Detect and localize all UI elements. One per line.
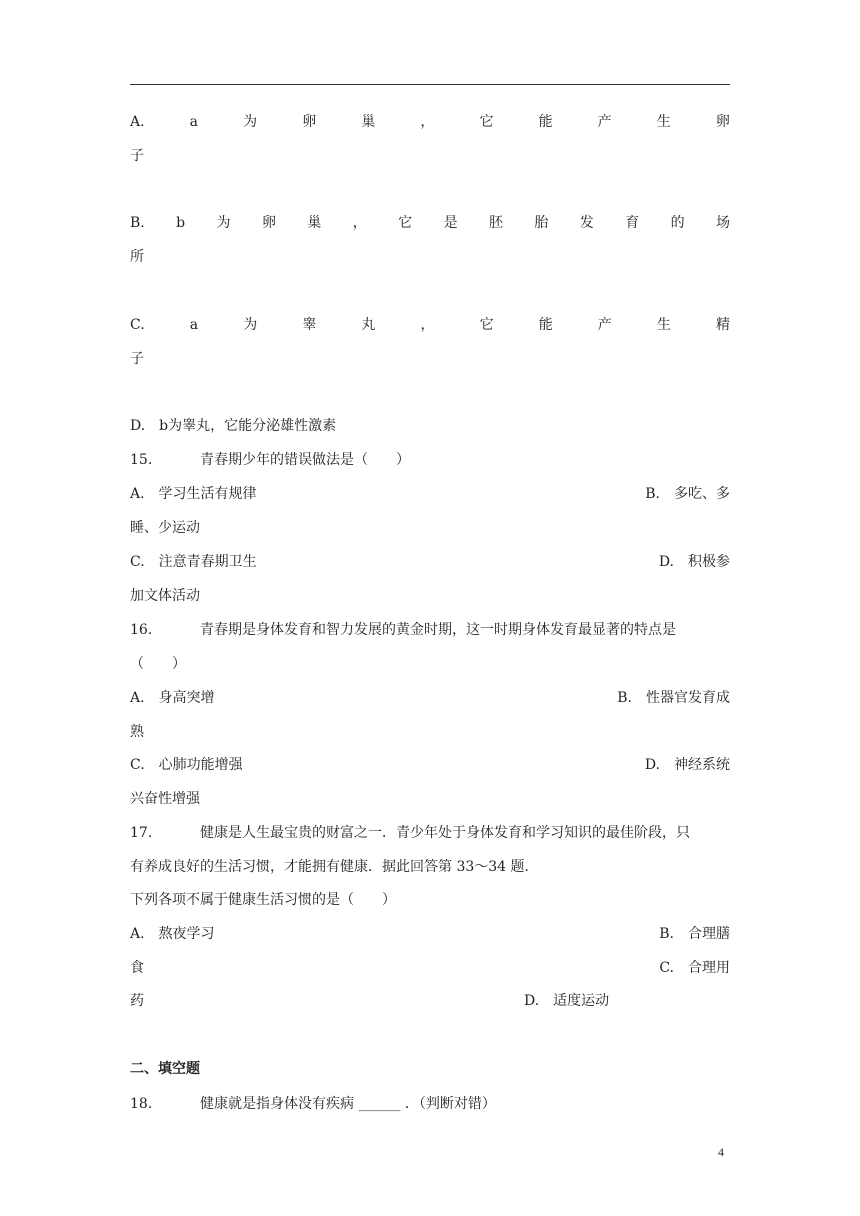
justified-glyph: 巢 (361, 114, 376, 130)
q16-option-d-cont: 兴奋性增强 (130, 791, 200, 807)
q15-option-a: A. 学习生活有规律 (130, 486, 257, 502)
justified-glyph: 产 (597, 317, 612, 333)
justified-glyph: 为 (216, 215, 231, 231)
justified-glyph: 是 (443, 215, 458, 231)
q14-option-d: D. b为睾丸，它能分泌雄性激素 (130, 418, 337, 434)
justified-glyph: 胎 (534, 215, 549, 231)
q17-option-d: D. 适度运动 (524, 993, 610, 1009)
justified-glyph: 精 (715, 317, 730, 333)
justified-glyph: 卵 (302, 114, 317, 130)
justified-glyph: 育 (625, 215, 640, 231)
q14-option-b (130, 213, 730, 233)
q17-stem-text: 健康是人生最宝贵的财富之一．青少年处于身体发育和学习知识的最佳阶段，只 (200, 825, 690, 841)
justified-glyph: ， (352, 215, 367, 231)
q16-stem-cont: （ ） (130, 656, 186, 672)
q15-option-d: D. 积极参 (658, 554, 730, 570)
q18-number: 18. (130, 1096, 153, 1112)
q14-option-b-cont: 所 (130, 249, 144, 265)
q17-option-a: A. 熬夜学习 (130, 926, 215, 942)
justified-glyph: 的 (670, 215, 685, 231)
q17-number: 17. (130, 825, 153, 841)
q15-stem-text: 青春期少年的错误做法是（ ） (200, 452, 410, 468)
justified-glyph: 能 (538, 317, 553, 333)
justified-glyph: 卵 (261, 215, 276, 231)
q16-number: 16. (130, 622, 153, 638)
q18-stem (130, 1094, 730, 1114)
justified-glyph: 它 (479, 114, 494, 130)
justified-glyph: 发 (579, 215, 594, 231)
justified-glyph: 卵 (715, 114, 730, 130)
header-rule (130, 84, 730, 85)
q14-option-a-cont: 子 (130, 148, 144, 164)
q16-option-c: C. 心肺功能增强 (130, 757, 243, 773)
q18-stem-text: 健康就是指身体没有疾病 ______ ．（判断对错） (200, 1096, 496, 1112)
justified-glyph: 生 (656, 114, 671, 130)
q17-option-b: B. 合理膳 (659, 926, 730, 942)
justified-glyph: 巢 (307, 215, 322, 231)
justified-glyph: A. (130, 114, 145, 130)
q15-option-d-cont: 加文体活动 (130, 588, 200, 604)
justified-glyph: ， (420, 317, 435, 333)
q16-option-b: B. 性器官发育成 (617, 690, 730, 706)
justified-glyph: 能 (538, 114, 553, 130)
q16-options-row2 (130, 755, 730, 775)
q14-option-a (130, 112, 730, 132)
justified-glyph: b (176, 215, 186, 231)
justified-glyph: 生 (656, 317, 671, 333)
q17-option-c-cont: 药 (130, 993, 144, 1009)
q17-option-c: C. 合理用 (659, 960, 730, 976)
q17-stem-cont: 有养成良好的生活习惯，才能拥有健康．据此回答第 33～34 题． (130, 859, 539, 875)
q17-options-row3 (130, 991, 730, 1011)
justified-glyph: C. (130, 317, 145, 333)
justified-glyph: 产 (597, 114, 612, 130)
justified-glyph: B. (130, 215, 145, 231)
q17-option-b-cont: 食 (130, 960, 144, 976)
justified-glyph: 为 (243, 114, 258, 130)
q16-stem (130, 620, 730, 640)
q17-subquestion: 下列各项不属于健康生活习惯的是（ ） (130, 892, 396, 908)
justified-glyph: 丸 (361, 317, 376, 333)
q15-options-row1 (130, 484, 730, 504)
q16-stem-text: 青春期是身体发育和智力发展的黄金时期，这一时期身体发育最显著的特点是 (200, 622, 676, 638)
q14-option-c (130, 315, 730, 335)
q14-option-c-cont: 子 (130, 351, 144, 367)
justified-glyph: 它 (398, 215, 413, 231)
justified-glyph: a (189, 317, 199, 333)
q15-option-c: C. 注意青春期卫生 (130, 554, 257, 570)
justified-glyph: ， (420, 114, 435, 130)
q17-options-row2 (130, 958, 730, 978)
justified-glyph: 场 (716, 215, 730, 231)
q15-options-row2 (130, 552, 730, 572)
q16-option-b-cont: 熟 (130, 724, 144, 740)
q17-options-row1 (130, 924, 730, 944)
q16-options-row1 (130, 688, 730, 708)
q16-option-d: D. 神经系统 (644, 757, 730, 773)
q15-option-b-cont: 睡、少运动 (130, 520, 200, 536)
justified-glyph: 睾 (302, 317, 317, 333)
justified-glyph: a (189, 114, 199, 130)
justified-glyph: 它 (479, 317, 494, 333)
justified-glyph: 为 (243, 317, 258, 333)
q17-stem (130, 823, 730, 843)
q16-option-a: A. 身高突增 (130, 690, 215, 706)
q15-stem (130, 450, 730, 470)
page-number: 4 (718, 1145, 724, 1159)
q15-number: 15. (130, 452, 153, 468)
section-title-fill-in: 二、填空题 (130, 1061, 200, 1077)
justified-glyph: 胚 (488, 215, 503, 231)
q15-option-b: B. 多吃、多 (645, 486, 730, 502)
